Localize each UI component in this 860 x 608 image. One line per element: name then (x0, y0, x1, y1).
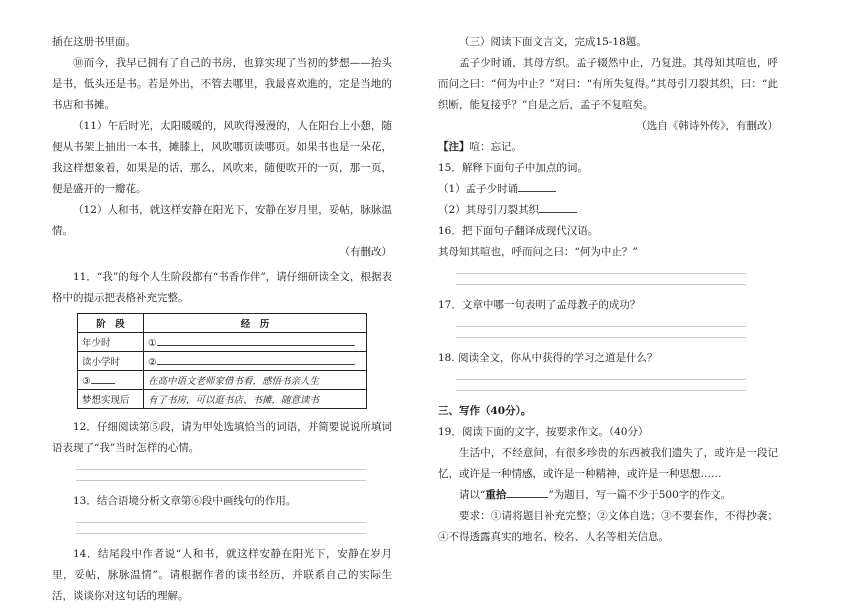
question-16: 16．把下面句子翻译成现代汉语。 (438, 225, 599, 237)
table-cell-experience-text: ① (148, 337, 157, 349)
annotation-note (438, 137, 778, 158)
answer-line[interactable] (456, 273, 746, 274)
answer-line[interactable] (76, 522, 366, 523)
answer-line[interactable] (76, 533, 366, 534)
table-header-experience: 经 历 (144, 314, 367, 333)
reading-stage-table (77, 313, 367, 409)
table-row (78, 352, 367, 371)
answer-line[interactable] (456, 284, 746, 285)
table-header-stage: 阶 段 (78, 314, 144, 333)
left-column (52, 32, 392, 608)
passage-source: （选自《韩诗外传》，有删改） (636, 120, 778, 132)
answer-blank[interactable] (539, 203, 577, 213)
table-row (78, 371, 367, 390)
title-instruction-post: ”为题目，写一篇不少于500字的作文。 (548, 489, 732, 501)
question-12: 12．仔细阅读第⑤段，请为甲处选填恰当的词语，并简要说说所填词语表现了“我”当时怎样的心情。 (52, 421, 392, 454)
table-row (78, 390, 367, 409)
writing-prompt: 生活中，不经意间，有很多珍贵的东西被我们遗失了，或许是一段记忆，或许是一种情感，或许是一种精神，或许是一种思想…… (438, 447, 778, 480)
table-header-row (78, 314, 367, 333)
paragraph-11: （11）午后时光，太阳暖暖的，风吹得漫漫的，人在阳台上小憩，随便从书架上抽出一本书，摊膝上，风吹哪页读哪页。如果书也是一朵花，我这样想象着，如果是的话，那么，风吹来，随便吹开的一页，那一页，便是盛开的一瓣花。 (52, 120, 392, 195)
answer-line[interactable] (456, 390, 746, 391)
answer-blank[interactable] (518, 182, 556, 192)
paragraph-10: ⑩而今，我早已拥有了自己的书房，也算实现了当初的梦想——抬头是书，低头还是书。若是外出，不管去哪里，我最喜欢進的，定是当地的书店和书摊。 (52, 57, 392, 111)
classical-passage: 孟子少时诵，其母方织。孟子辍然中止，乃复进。其母知其喧也，呼而问之曰：“何为中止？”对曰：“有所失复得。”其母引刀裂其织，曰：“此织断，能复接乎？”自是之后，孟子不复喧矣。 (438, 57, 778, 111)
question-19: 19．阅读下面的文字，按要求作文。（40分） (438, 426, 649, 438)
table-cell-experience: 有了书房，可以逛书店、书摊，随意读书 (144, 390, 367, 409)
source-note: （有删改） (339, 246, 392, 258)
table-cell-stage: 读小学时 (78, 352, 144, 371)
right-column (438, 32, 778, 548)
table-cell-experience-text: ② (148, 356, 157, 368)
question-15-item-2-text: （2）其母引刀裂其织 (438, 204, 540, 216)
writing-title-instruction (438, 485, 778, 506)
table-cell-stage: 梦想实现后 (78, 390, 144, 409)
note-text: 喧：忘记。 (469, 141, 522, 153)
table-cell-stage: 年少时 (78, 333, 144, 352)
question-15: 15．解释下面句子中加点的词。 (438, 162, 588, 174)
answer-blank[interactable] (157, 355, 355, 365)
question-17: 17．文章中哪一句表明了孟母教子的成功？ (438, 299, 641, 311)
answer-line[interactable] (76, 469, 366, 470)
paragraph-12: （12）人和书，就这样安静在阳光下，安静在岁月里，妥帖，脉脉温情。 (52, 204, 392, 237)
question-15-item-1-text: （1）孟子少时诵 (438, 183, 519, 195)
table-row (78, 333, 367, 352)
title-keyword: 重拾 (485, 489, 507, 501)
answer-line[interactable] (456, 326, 746, 327)
table-cell-experience[interactable] (144, 352, 367, 371)
title-instruction-pre: 请以“ (459, 489, 486, 501)
answer-line[interactable] (456, 379, 746, 380)
question-14: 14．结尾段中作者说“人和书，就这样安静在阳光下，安静在岁月里，妥帖，脉脉温情”。请根据作者的读书经历，并联系自己的实际生活，谈谈你对这句话的理解。 (52, 548, 392, 602)
table-cell-stage[interactable] (78, 371, 144, 390)
writing-section-heading: 三、写作（40分）。 (438, 405, 532, 417)
answer-line[interactable] (456, 337, 746, 338)
question-15-item-2 (438, 200, 778, 221)
question-16-sentence: 其母知其喧也，呼而问之曰：“何为中止？” (438, 246, 638, 258)
title-blank[interactable] (506, 488, 548, 498)
question-18: 18. 阅读全文，你从中获得的学习之道是什么？ (438, 352, 658, 364)
section-3-heading: （三）阅读下面文言文，完成15-18题。 (459, 36, 647, 48)
answer-blank[interactable] (91, 374, 115, 384)
question-11: 11．“我”的每个人生阶段都有“书香作伴”，请仔细研读全文，根据表格中的提示把表格补充完整。 (52, 271, 392, 304)
writing-requirements: 要求：①请将题目补充完整；②文体自选；③不要套作，不得抄袭；④不得透露真实的地名、校名、人名等相关信息。 (438, 510, 778, 543)
paragraph-continuation: 插在这册书里面。 (52, 36, 136, 48)
table-cell-experience: 在高中语文老师家借书看，感悟书亲人生 (144, 371, 367, 390)
note-label: 【注】 (438, 141, 470, 153)
table-cell-experience[interactable] (144, 333, 367, 352)
answer-blank[interactable] (157, 336, 355, 346)
question-13: 13．结合语境分析文章第⑥段中画线句的作用。 (73, 495, 297, 507)
table-cell-stage-text: ③ (82, 375, 91, 387)
question-15-item-1 (438, 179, 778, 200)
answer-line[interactable] (76, 480, 366, 481)
